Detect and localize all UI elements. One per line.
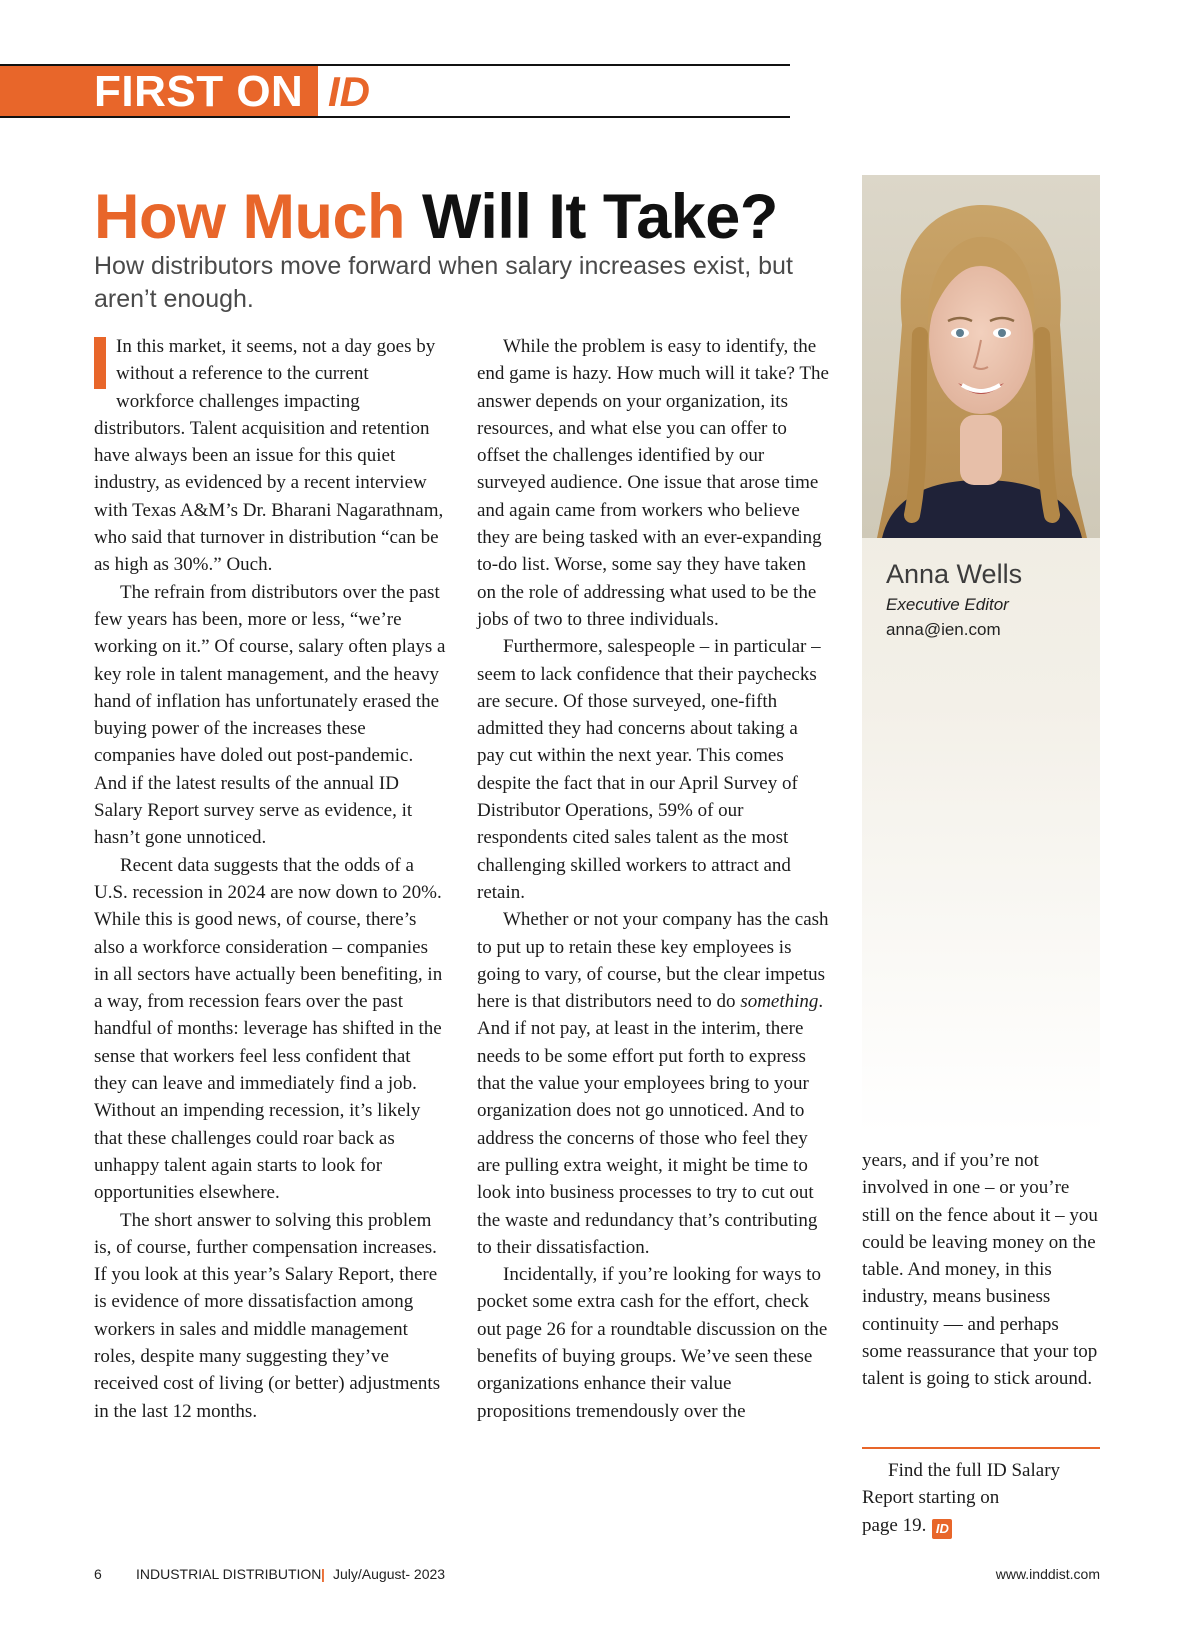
- callout-divider: [862, 1447, 1100, 1449]
- paragraph: While the problem is easy to identify, the end game is hazy. How much will it take? The answer depends on your organization, its resources, and what else you can offer to offset the challenges identified by our surveyed audience. One issue that arose time and again came from workers who believe they are being tasked with an ever-expanding to-do list. Worse, some say they have taken on the role of addressing what used to be the jobs of two to three individuals.: [477, 336, 829, 630]
- headline-rest: Will It Take?: [422, 182, 778, 252]
- author-portrait-image: [862, 175, 1100, 538]
- callout-line: page 19. ID: [862, 1512, 1102, 1539]
- paragraph: Incidentally, if you’re looking for ways to pocket some extra cash for the effort, check out page 26 for a roundtable discussion on the benefits of buying groups. We’ve seen these organizations enhance their value propositions tremendously over the: [477, 1264, 828, 1422]
- paragraph: Recent data suggests that the odds of a U.S. recession in 2024 are now down to 20%. While this is good news, of course, there’s also a workforce consideration – companies in all sectors have actually been benefiting, in a way, from recession fears over the past handful of months: leverage has shifted in the sense that workers feel less confident that they can leave and immediately find a job. Without an impending recession, it’s likely that these challenges could roar back as unhappy talent again starts to look for opportunities elsewhere.: [94, 854, 443, 1204]
- section-label: FIRST ON: [94, 67, 304, 116]
- footer-separator: |: [321, 1566, 325, 1582]
- issue-date: July/August- 2023: [333, 1566, 446, 1582]
- id-logo: ID: [322, 70, 376, 112]
- salary-report-callout: [862, 1457, 1102, 1539]
- callout-line: Find the full ID Salary: [888, 1460, 1061, 1481]
- author-name: Anna Wells: [886, 559, 1023, 589]
- paragraph: In this market, it seems, not a day goes by without a reference to the current workforce challenges impacting distributors. Talent acquisition and retention have always been an issue for this quiet industry, as evidenced by a recent interview with Texas A&M’s Dr. Bharani Nagarathnam, who said that turnover in distribution “can be as high as 30%.” Ouch.: [94, 336, 444, 576]
- publication-name: INDUSTRIAL DISTRIBUTION: [136, 1566, 322, 1582]
- article-headline: [94, 182, 778, 252]
- paragraph: The refrain from distributors over the past few years has been, more or less, “we’re working on it.” Of course, salary often plays a key role in talent management, and the heavy hand of inflation has unfortunately erased the buying power of the increases these companies have doled out post-pandemic. And if the latest results of the annual ID Salary Report survey serve as evidence, it hasn’t gone unnoticed.: [94, 581, 446, 849]
- headline-accent: How Much: [94, 182, 405, 252]
- author-photo: [862, 175, 1100, 538]
- author-sidebar: [862, 175, 1100, 1135]
- paragraph: years, and if you’re not involved in one – or you’re still on the fence about it – you could be leaving money on the table. And money, in this industry, means business continuity — and perhaps some reassurance that your top talent is going to stick around.: [862, 1150, 1098, 1390]
- paragraph: The short answer to solving this problem is, of course, further compensation increases. If you look at this year’s Salary Report, there is evidence of more dissatisfaction among workers in sales and middle management roles, despite many suggesting they’ve received cost of living (or better) adjustments in the last 12 months.: [94, 1209, 441, 1422]
- paragraph: Whether or not your company has the cash to put up to retain these key employees is going to vary, of course, but the clear impetus here is that distributors need to do something. And if not pay, at least in the interim, there needs to be some effort put forth to express that the value your employees bring to your organization does not go unnoticed. And to address the concerns of those who feel they are pulling extra weight, it might be time to look into business processes to try to cut out the waste and redundancy that’s contributing to their dissatisfaction.: [477, 909, 829, 1258]
- author-title: Executive Editor: [886, 595, 1009, 614]
- website-link[interactable]: www.inddist.com: [995, 1566, 1100, 1582]
- article-column-3: [862, 1147, 1100, 1393]
- paragraph: Furthermore, salespeople – in particular – seem to lack confidence that their paychecks are secure. Of those surveyed, one-fifth admitted they had concerns about taking a pay cut within the next year. This comes despite the fact that in our April Survey of Distributor Operations, 59% of our respondents cited sales talent as the most challenging skilled workers to attract and retain.: [477, 636, 821, 903]
- id-end-mark-icon: ID: [932, 1519, 952, 1539]
- drop-cap-bar: [94, 337, 106, 389]
- callout-line: Report starting on: [862, 1487, 1000, 1509]
- article-column-1: [94, 333, 446, 1425]
- author-email-link[interactable]: anna@ien.com: [886, 620, 1001, 639]
- article-column-2: [477, 333, 829, 1425]
- page-number: 6: [94, 1566, 102, 1582]
- article-subhead: How distributors move forward when salary increases exist, but aren’t enough.: [94, 252, 793, 313]
- emphasis: something: [740, 991, 819, 1013]
- header-rule-bottom: [0, 116, 790, 118]
